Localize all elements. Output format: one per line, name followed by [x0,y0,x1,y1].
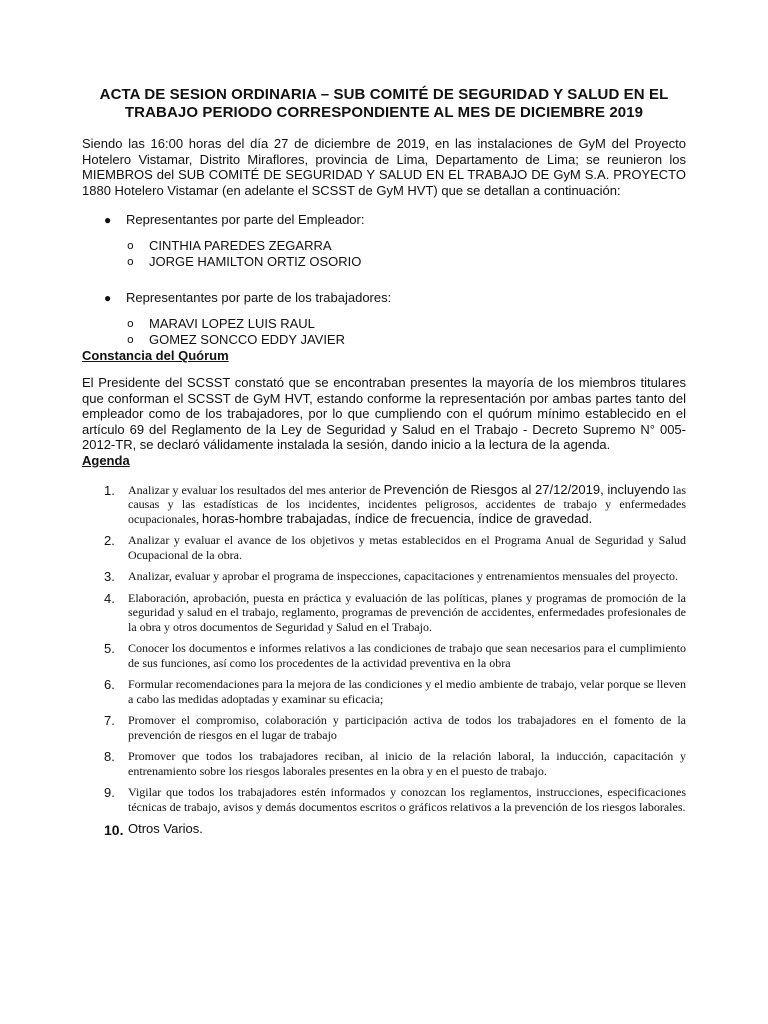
member-item [82,238,686,254]
member-item [82,332,686,348]
member-name: MARAVI LOPEZ LUIS RAUL [149,316,315,331]
bullet-icon: ● [104,291,112,305]
representatives-list [82,212,686,348]
agenda-item-text: Formular recomendaciones para la mejora de las condiciones y el medio ambiente de trabajo, velar porque se lleven a cabo las medidas adoptadas y examinar su eficacia; [128,677,686,706]
member-item [82,254,686,270]
agenda-item-text-part: Analizar y evaluar los resultados del mes anterior de [128,482,384,497]
agenda-item-number: 6. [104,677,115,692]
member-list [126,238,686,270]
circle-bullet-icon: o [127,239,134,252]
intro-paragraph: Siendo las 16:00 horas del día 27 de diciembre de 2019, en las instalaciones de GyM del Proyecto Hotelero Vistamar, Distrito Miraflores, provincia de Lima, Departamento de Lima; se reunieron los MIEMBROS del SUB COMITÉ DE SEGURIDAD Y SALUD EN EL TRABAJO DE GyM S.A. PROYECTO 1880 Hotelero Vistamar (en adelante el SCSST de GyM HVT) que se detallan a continuación: [82,136,686,198]
agenda-item [82,749,686,778]
agenda-item-text-part: las causas y las estadísticas de los incidentes, incidentes peligrosos, accidentes de trabajo y enfermedades ocupacionales, [128,482,687,526]
title-line-2: TRABAJO PERIODO CORRESPONDIENTE AL MES DE DICIEMBRE 2019 [124,104,644,121]
agenda-item-number: 10. [104,822,124,838]
circle-bullet-icon: o [127,255,134,268]
agenda-item [82,533,686,562]
representatives-label: Representantes por parte del Empleador: [126,212,365,227]
agenda-item-number: 9. [104,785,115,800]
agenda-item-number: 7. [104,713,115,728]
agenda-item-number: 8. [104,749,115,764]
circle-bullet-icon: o [127,317,134,330]
representatives-employer [82,212,686,270]
agenda-item [82,822,686,837]
member-item [82,316,686,332]
agenda-heading: Agenda [82,452,130,468]
agenda-item [82,677,686,706]
title-line-1: ACTA DE SESION ORDINARIA – SUB COMITÉ DE SEGURIDAD Y SALUD EN EL [99,86,669,103]
agenda-item-number: 3. [104,569,115,584]
agenda-item-text [128,483,686,527]
member-name: JORGE HAMILTON ORTIZ OSORIO [149,254,362,269]
agenda-item-number: 4. [104,590,115,606]
agenda-item [82,483,686,527]
agenda-item-number: 5. [104,641,115,656]
agenda-item [82,591,686,635]
agenda-item-text: Otros Varios. [128,821,203,836]
agenda-item [82,713,686,742]
agenda-item-number: 2. [104,533,115,548]
member-list [126,316,686,348]
representatives-label: Representantes por parte de los trabajadores: [126,290,392,305]
member-name: CINTHIA PAREDES ZEGARRA [149,238,332,253]
agenda-list [82,483,686,837]
agenda-item [82,785,686,814]
circle-bullet-icon: o [127,333,134,346]
member-name: GOMEZ SONCCO EDDY JAVIER [149,332,345,347]
quorum-heading: Constancia del Quórum [82,348,229,363]
agenda-item [82,569,686,584]
agenda-item-text: Analizar y evaluar el avance de los objetivos y metas establecidos en el Programa Anual de Seguridad y Salud Ocupacional de la obra. [128,533,686,562]
agenda-item-text-part: horas-hombre trabajadas, índice de frecuencia, índice de gravedad. [201,510,593,526]
agenda-item-number: 1. [104,482,115,498]
document-title [82,86,686,122]
agenda-item-text: Promover el compromiso, colaboración y participación activa de todos los trabajadores en el fomento de la prevención de riesgos en el lugar de trabajo [128,713,686,742]
agenda-item-text: Elaboración, aprobación, puesta en práctica y evaluación de las políticas, planes y programas de promoción de la seguridad y salud en el trabajo, reglamento, programas de prevención de accidentes, enfermedades profesionales de la obra y otros documentos de Seguridad y Salud en el Trabajo. [128,590,686,634]
agenda-item-text: Promover que todos los trabajadores reciban, al inicio de la relación laboral, la inducción, capacitación y entrenamiento sobre los riesgos laborales presentes en la obra y en el puesto de trabajo. [128,749,686,778]
agenda-item [82,641,686,670]
agenda-item-text: Conocer los documentos e informes relativos a las condiciones de trabajo que sean necesarios para el cumplimiento de sus funciones, así como los procedentes de la actividad preventiva en la obra [128,641,686,670]
agenda-item-text: Vigilar que todos los trabajadores estén informados y conozcan los reglamentos, instrucciones, especificaciones técnicas de trabajo, avisos y demás documentos escritos o gráficos relativos a la prevención de los riesgos laborales. [128,785,686,814]
agenda-item-text-part: Prevención de Riesgos al 27/12/2019, incluyendo [383,481,670,497]
bullet-icon: ● [104,213,112,227]
representatives-workers [82,290,686,348]
agenda-item-text: Analizar, evaluar y aprobar el programa de inspecciones, capacitaciones y entrenamientos mensuales del proyecto. [128,569,678,583]
quorum-paragraph: El Presidente del SCSST constató que se encontraban presentes la mayoría de los miembros titulares que conforman el SCSST de GyM HVT, estando conforme la representación por ambas partes tanto del empleador como de los trabajadores, por lo que cumpliendo con el quórum mínimo establecido en el artículo 69 del Reglamento de la Ley de Seguridad y Salud en el Trabajo - Decreto Supremo N° 005-2012-TR, se declaró válidamente instalada la sesión, dando inicio a la lectura de la agenda. [82,375,686,452]
